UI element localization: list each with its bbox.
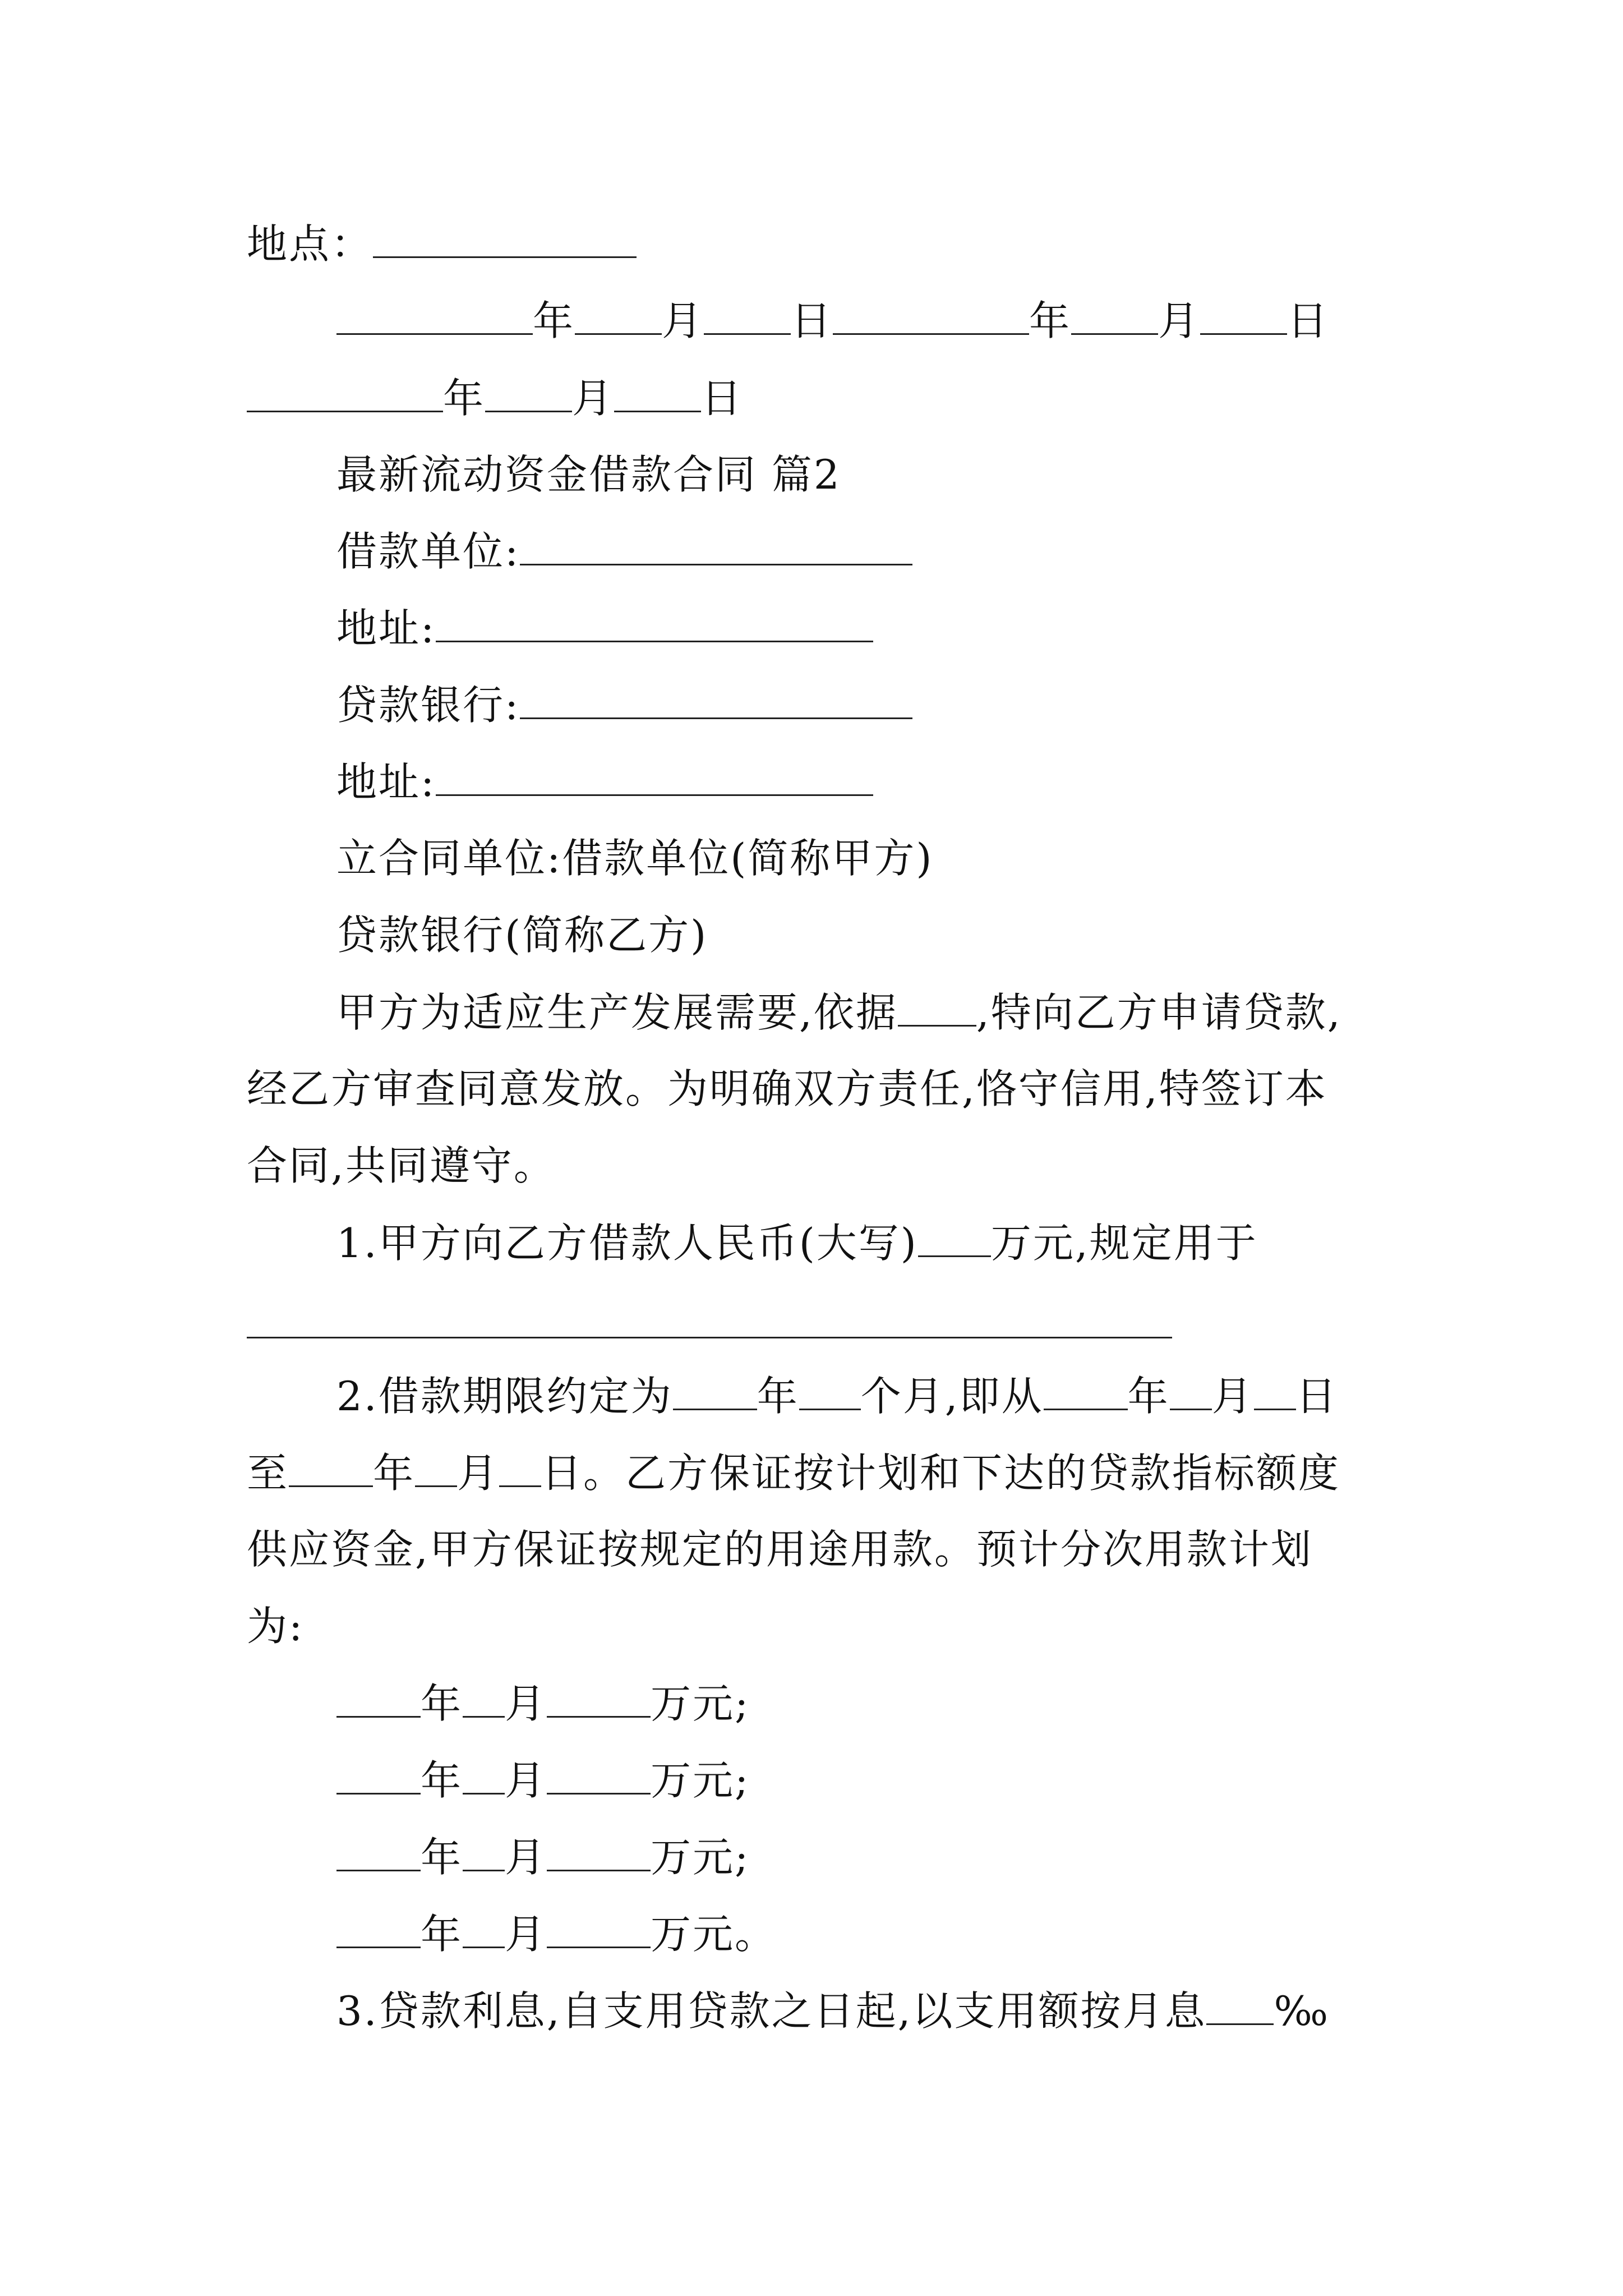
year-label: 年 <box>757 1373 799 1420</box>
year-label: 年 <box>421 1757 463 1805</box>
plan-month-blank <box>463 1683 505 1718</box>
item2-line-1 <box>336 1373 1338 1420</box>
start-year-blank <box>1044 1375 1128 1410</box>
item1-text-b: 万元,规定用于 <box>990 1220 1258 1267</box>
borrower-line <box>336 528 912 576</box>
plan-row <box>336 1757 750 1805</box>
item2-text-a: 2.借款期限约定为 <box>336 1373 673 1420</box>
plan-year-blank <box>336 1837 421 1871</box>
day-blank <box>1200 300 1287 335</box>
item2-to: 至 <box>247 1450 289 1497</box>
start-month-blank <box>1170 1375 1212 1410</box>
lender-line <box>336 682 912 729</box>
month-label: 月 <box>457 1450 500 1497</box>
month-blank <box>575 300 662 335</box>
item1-text-a: 1.甲方向乙方借款人民币(大写) <box>336 1220 918 1267</box>
lender-blank <box>520 684 912 719</box>
term-month-blank <box>799 1375 861 1410</box>
plan-row <box>336 1834 750 1881</box>
day-label: 日 <box>701 375 744 422</box>
amount-blank <box>918 1222 991 1257</box>
para1-text-b: ,特向乙方申请贷款, <box>976 989 1342 1037</box>
plan-year-blank <box>336 1683 421 1718</box>
plan-unit: 万元; <box>651 1834 750 1881</box>
plan-row <box>336 1680 750 1728</box>
year-label: 年 <box>373 1450 416 1497</box>
place-label: 地点： <box>247 220 374 268</box>
address-blank <box>436 608 873 642</box>
item3-line <box>336 1987 1330 2035</box>
para1-line-1 <box>336 989 1342 1037</box>
year-label: 年 <box>533 297 575 345</box>
plan-month-blank <box>463 1837 505 1871</box>
place-line <box>247 220 637 268</box>
signing-dates-row-1 <box>336 297 1330 345</box>
day-blank <box>614 378 701 412</box>
borrower-label: 借款单位: <box>336 528 520 576</box>
end-day-blank <box>499 1452 541 1487</box>
year-label: 年 <box>421 1834 463 1881</box>
borrower-blank <box>520 531 912 565</box>
year-blank <box>336 300 533 335</box>
place-blank <box>373 223 637 258</box>
day-label: 日 <box>791 297 833 345</box>
month-label: 月 <box>1211 1373 1254 1420</box>
address-label: 地址: <box>336 758 436 806</box>
parties-line: 立合同单位:借款单位(简称甲方) <box>336 835 934 882</box>
month-label: 月 <box>662 297 704 345</box>
permille-sign: ‰ <box>1274 1987 1330 2035</box>
section-title: 最新流动资金借款合同 篇2 <box>336 451 841 498</box>
borrower-address-line <box>336 605 873 652</box>
plan-unit: 万元; <box>651 1757 750 1805</box>
plan-row <box>336 1911 777 1958</box>
plan-amount-blank <box>547 1760 651 1795</box>
para1-line-2: 经乙方审查同意发放。为明确双方责任,恪守信用,特签订本 <box>247 1065 1327 1112</box>
month-blank <box>485 378 572 412</box>
month-label: 月 <box>572 375 615 422</box>
para1-text-a: 甲方为适应生产发展需要,依据 <box>336 989 898 1037</box>
item2-text-c: 日。乙方保证按计划和下达的贷款指标额度 <box>541 1450 1341 1497</box>
year-label: 年 <box>443 375 486 422</box>
purpose-blank-line <box>247 1337 1172 1338</box>
month-label: 月 <box>505 1834 547 1881</box>
year-label: 年 <box>1127 1373 1170 1420</box>
day-label: 日 <box>1287 297 1330 345</box>
item1-line <box>336 1220 1258 1267</box>
month-label: 月 <box>505 1680 547 1728</box>
month-label: 月 <box>505 1911 547 1958</box>
item3-text: 3.贷款利息,自支用贷款之日起,以支用额按月息 <box>336 1987 1207 2035</box>
year-label: 年 <box>421 1911 463 1958</box>
plan-unit: 万元; <box>651 1680 750 1728</box>
signing-dates-row-2 <box>247 375 744 422</box>
term-year-blank <box>673 1375 757 1410</box>
plan-year-blank <box>336 1760 421 1795</box>
plan-amount-blank <box>547 1837 651 1871</box>
month-label: 月 <box>505 1757 547 1805</box>
plan-unit: 万元。 <box>651 1911 777 1958</box>
lender-address-line <box>336 758 873 806</box>
lender-label: 贷款银行: <box>336 682 520 729</box>
year-label: 年 <box>421 1680 463 1728</box>
year-blank <box>833 300 1029 335</box>
address-blank <box>436 761 873 796</box>
item2-text-b: 个月,即从 <box>860 1373 1044 1420</box>
rate-blank <box>1206 1990 1274 2025</box>
plan-month-blank <box>463 1913 505 1948</box>
year-label: 年 <box>1029 297 1072 345</box>
lender-short-line: 贷款银行(简称乙方) <box>336 912 708 959</box>
address-label: 地址: <box>336 605 436 652</box>
plan-amount-blank <box>547 1683 651 1718</box>
start-day-blank <box>1254 1375 1296 1410</box>
year-blank <box>247 378 443 412</box>
plan-month-blank <box>463 1760 505 1795</box>
plan-amount-blank <box>547 1913 651 1948</box>
end-month-blank <box>415 1452 457 1487</box>
month-blank <box>1071 300 1158 335</box>
item2-line-2 <box>247 1450 1341 1497</box>
plan-year-blank <box>336 1913 421 1948</box>
item2-line-3: 供应资金,甲方保证按规定的用途用款。预计分次用款计划 <box>247 1526 1313 1573</box>
para1-line-3: 合同,共同遵守。 <box>247 1142 556 1189</box>
day-blank <box>704 300 791 335</box>
end-year-blank <box>289 1452 373 1487</box>
day-label: 日 <box>1295 1373 1338 1420</box>
item2-line-4: 为: <box>247 1603 305 1650</box>
month-label: 月 <box>1158 297 1201 345</box>
basis-blank <box>898 992 976 1027</box>
